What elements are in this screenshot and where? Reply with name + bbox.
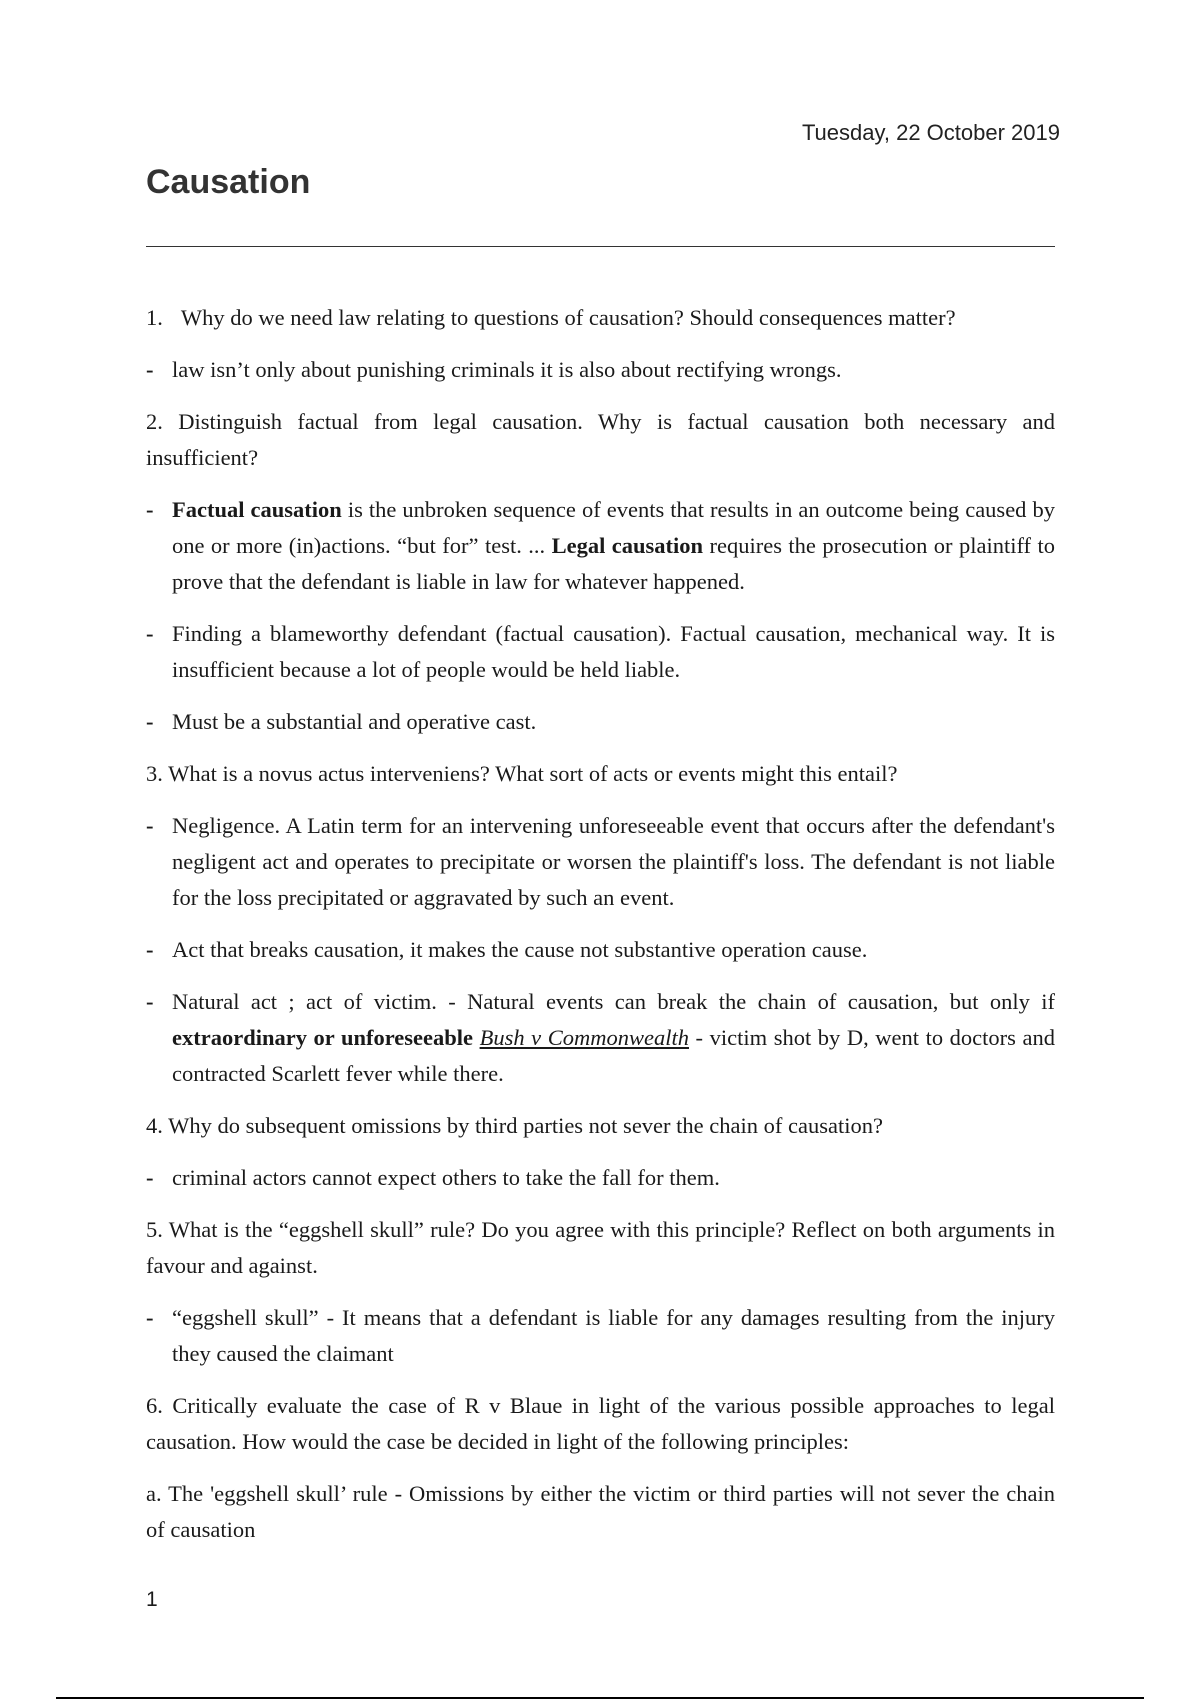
question-1 (146, 300, 1055, 336)
question-6a (146, 1476, 1055, 1548)
bullet-4-text: Must be a substantial and operative cast. (172, 709, 537, 734)
bullet-7-text-b: - victim shot by D, went to doctors and contracted Scarlett fever while there. (172, 1025, 1055, 1086)
bullet-dash: - (146, 1165, 154, 1190)
question-5 (146, 1212, 1055, 1284)
question-4 (146, 1108, 1055, 1144)
question-6-text: 6. Critically evaluate the case of R v Blaue in light of the various possible approaches to legal causation. How would the case be decided in light of the following principles: (146, 1393, 1055, 1454)
question-3 (146, 756, 1055, 792)
bullet-dash: - (146, 1305, 154, 1330)
bullet-2 (146, 492, 1055, 600)
bullet-8 (146, 1160, 1055, 1196)
bullet-dash: - (146, 989, 154, 1014)
question-3-text: 3. What is a novus actus interveniens? What sort of acts or events might this entail? (146, 761, 898, 786)
bullet-6-text: Act that breaks causation, it makes the cause not substantive operation cause. (172, 937, 868, 962)
bullet-1-text: law isn’t only about punishing criminals it is also about rectifying wrongs. (172, 357, 842, 382)
bullet-7-text-a: Natural act ; act of victim. - Natural events can break the chain of causation, but only if (172, 989, 1055, 1014)
bullet-8-text: criminal actors cannot expect others to take the fall for them. (172, 1165, 720, 1190)
footer-divider (56, 1697, 1144, 1699)
page-number: 1 (146, 1588, 158, 1611)
bullet-5-text: Negligence. A Latin term for an intervening unforeseeable event that occurs after the defendant's negligent act and operates to precipitate or worsen the plaintiff's loss. The defendant is not liable for the loss precipitated or aggravated by such an event. (172, 813, 1055, 910)
bullet-9-text: “eggshell skull” - It means that a defendant is liable for any damages resulting from the injury they caused the claimant (172, 1305, 1055, 1366)
term-factual-causation: Factual causation (172, 497, 342, 522)
bullet-3-text: Finding a blameworthy defendant (factual causation). Factual causation, mechanical way. It is insufficient because a lot of people would be held liable. (172, 621, 1055, 682)
bullet-2-text-a: is the unbroken sequence of events that results in an outcome being caused by one or more (in)actions. “but for” test. ... (172, 497, 1055, 558)
bullet-dash: - (146, 709, 154, 734)
question-1-text: Why do we need law relating to questions of causation? Should consequences matter? (180, 305, 956, 330)
bullet-dash: - (146, 357, 154, 382)
question-2 (146, 404, 1055, 476)
bullet-6 (146, 932, 1055, 968)
term-extraordinary: extraordinary or unforeseeable (172, 1025, 474, 1050)
bullet-7 (146, 984, 1055, 1092)
term-legal-causation: Legal causation (551, 533, 704, 558)
question-6 (146, 1388, 1055, 1460)
document-body (146, 300, 1055, 1564)
question-6a-text: a. The 'eggshell skull’ rule - Omissions by either the victim or third parties will not sever the chain of causation (146, 1481, 1055, 1542)
bullet-2-text-b: requires the prosecution or plaintiff to prove that the defendant is liable in law for whatever happened. (172, 533, 1055, 594)
bullet-5 (146, 808, 1055, 916)
bullet-dash: - (146, 813, 154, 838)
case-bush-v-commonwealth: Bush v Commonwealth (479, 1025, 689, 1050)
question-5-text: 5. What is the “eggshell skull” rule? Do you agree with this principle? Reflect on both arguments in favour and against. (146, 1217, 1055, 1278)
question-4-text: 4. Why do subsequent omissions by third parties not sever the chain of causation? (146, 1113, 883, 1138)
bullet-1 (146, 352, 1055, 388)
bullet-dash: - (146, 937, 154, 962)
bullet-dash: - (146, 497, 154, 522)
bullet-4 (146, 704, 1055, 740)
bullet-9 (146, 1300, 1055, 1372)
page-title: Causation (146, 163, 311, 201)
bullet-dash: - (146, 621, 154, 646)
question-2-text: 2. Distinguish factual from legal causation. Why is factual causation both necessary and insufficient? (146, 409, 1055, 470)
title-divider (146, 246, 1055, 247)
bullet-3 (146, 616, 1055, 688)
document-date: Tuesday, 22 October 2019 (801, 120, 1060, 145)
question-1-number: 1. (146, 305, 163, 330)
